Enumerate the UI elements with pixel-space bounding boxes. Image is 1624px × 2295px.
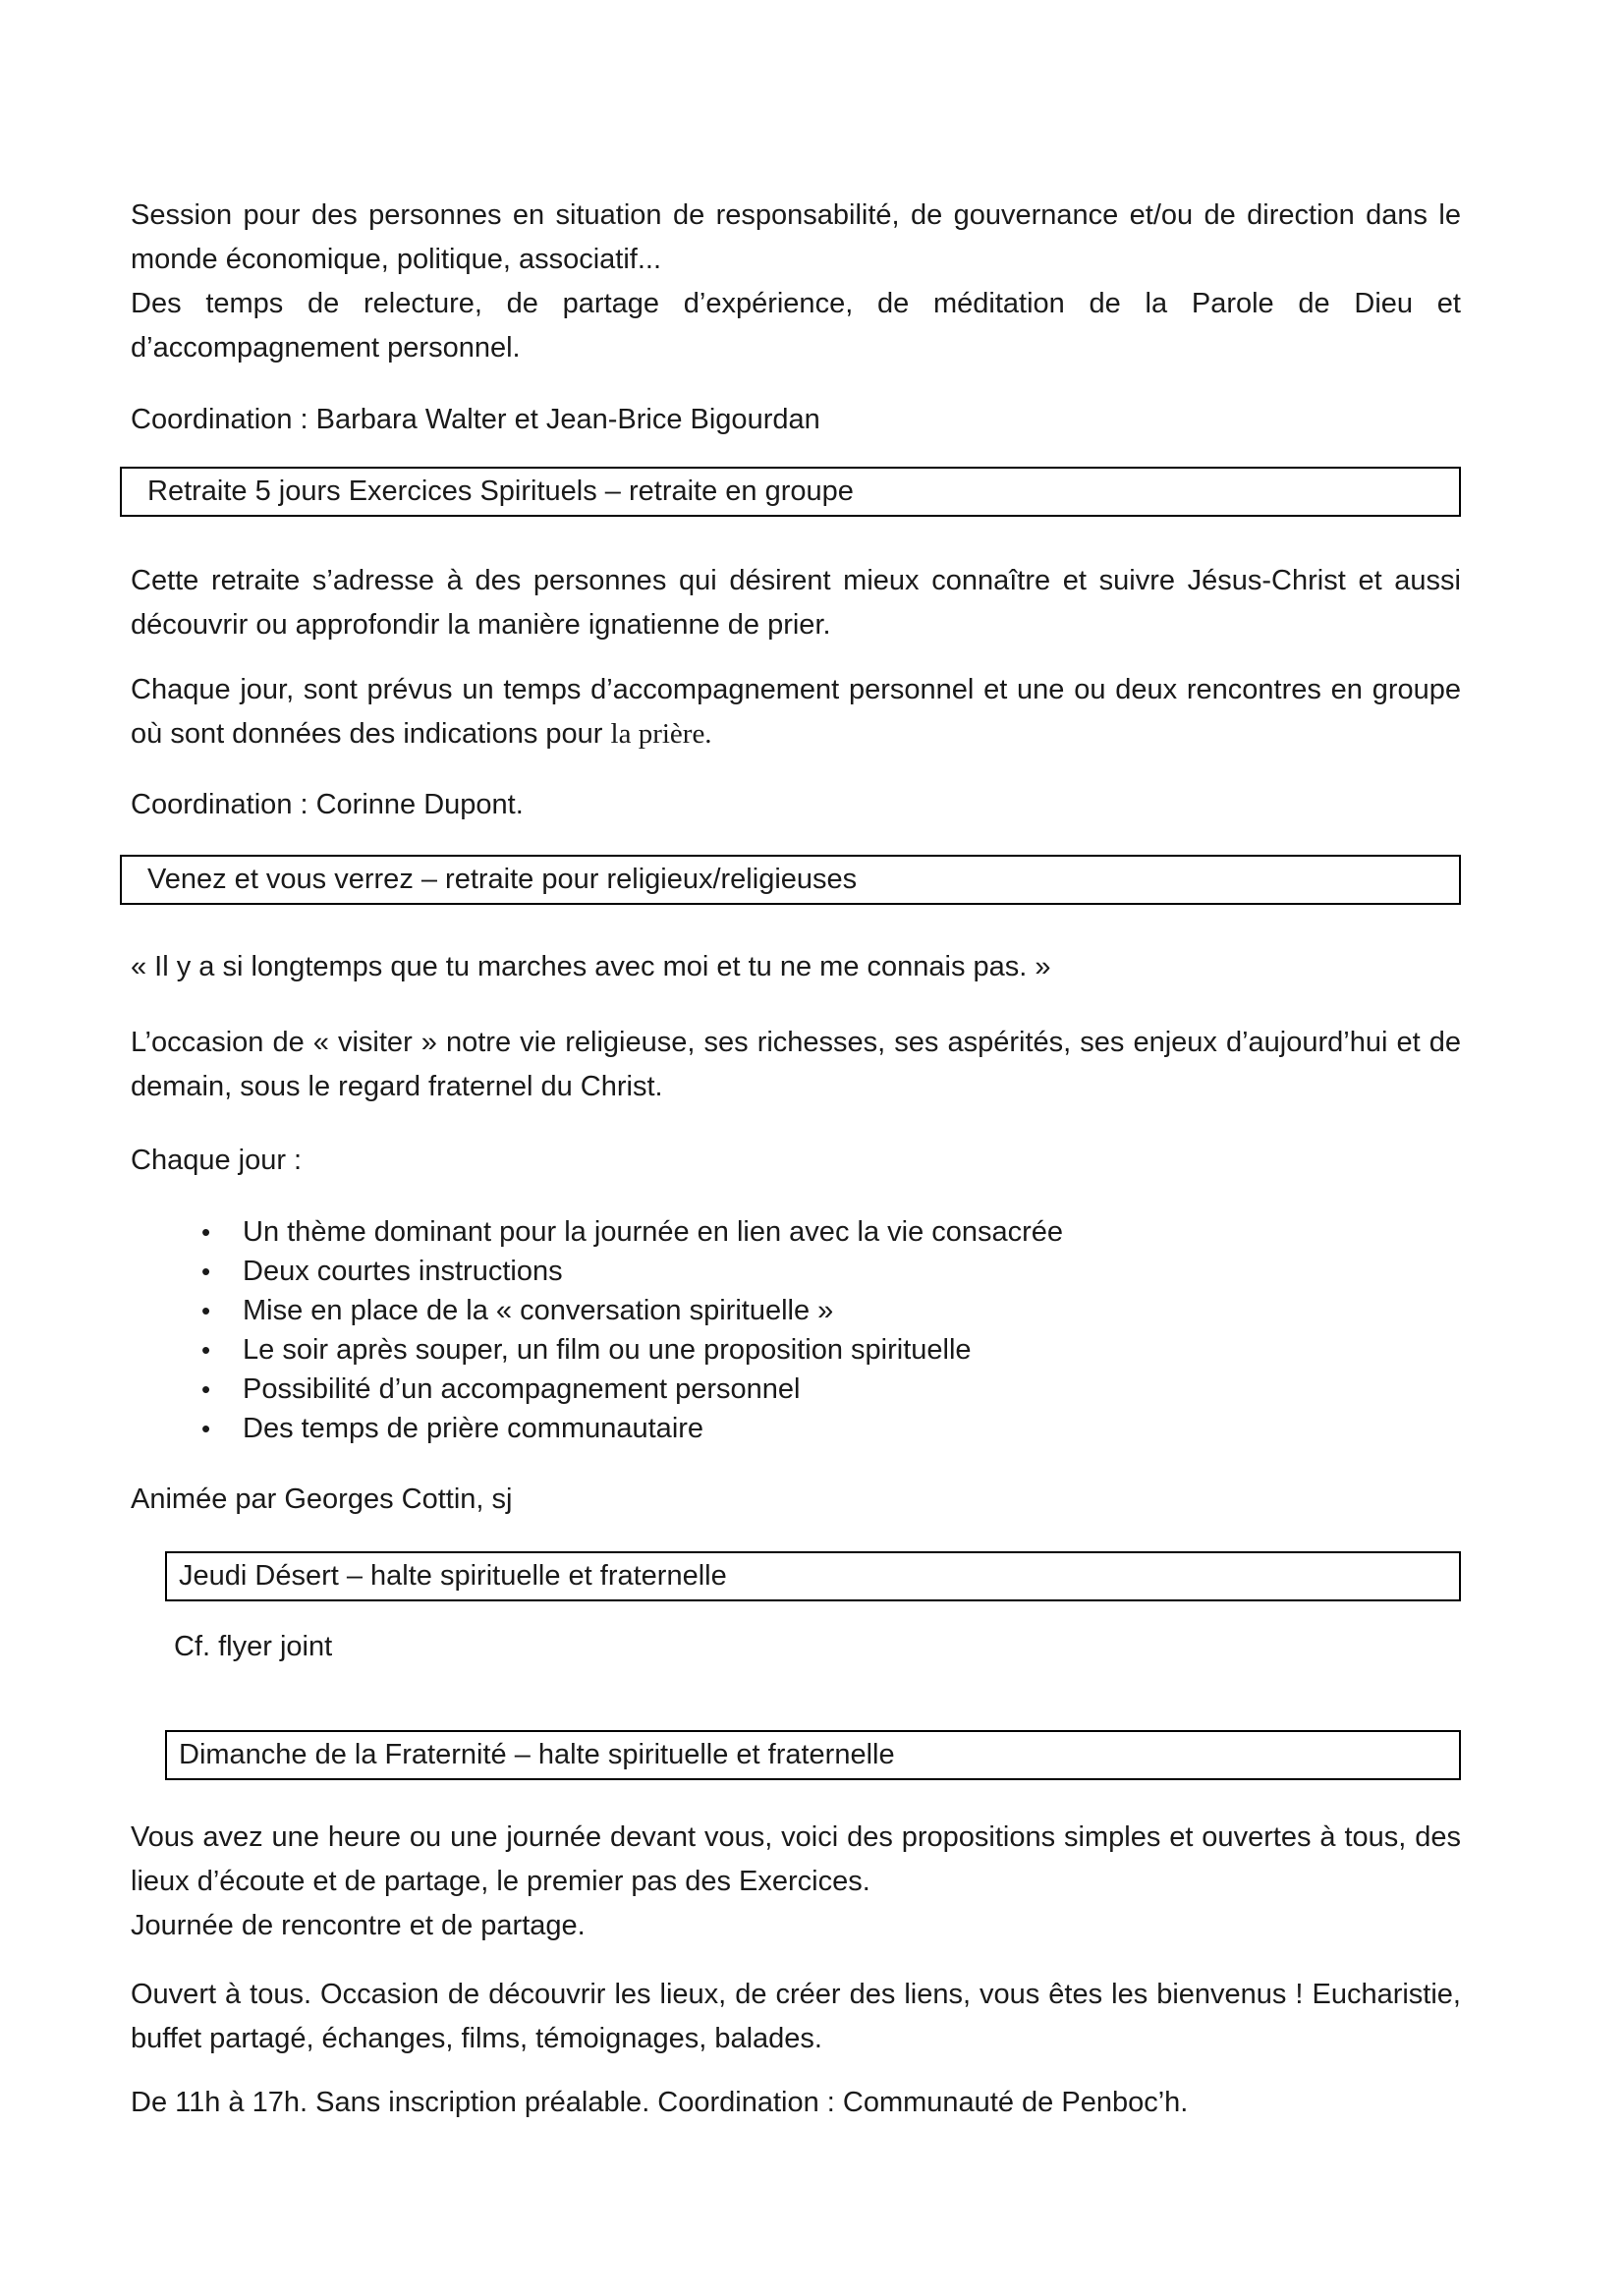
list-item	[201, 1252, 1461, 1291]
paragraph-cf-flyer: Cf. flyer joint	[174, 1631, 333, 1662]
paragraph-text-serif: la prière.	[610, 718, 712, 750]
coordination-line-corinne-dupont: Coordination : Corinne Dupont.	[131, 789, 524, 820]
section-heading-venez-et-vous-verrez: Venez et vous verrez – retraite pour religieux/religieuses	[120, 855, 1461, 905]
chaque-jour-label: Chaque jour :	[131, 1145, 303, 1176]
list-item-text: Deux courtes instructions	[243, 1256, 563, 1287]
paragraph-chaque-jour-retraite	[131, 668, 1461, 756]
coordination-line-walter-bigourdan: Coordination : Barbara Walter et Jean-Brice Bigourdan	[131, 404, 820, 435]
list-item	[201, 1409, 1461, 1448]
paragraph-des-temps: Des temps de relecture, de partage d’expérience, de méditation de la Parole de Dieu et d’accompagnement personnel.	[131, 288, 1461, 364]
bullet-icon: •	[201, 1414, 211, 1443]
paragraph-ouvert-a-tous: Ouvert à tous. Occasion de découvrir les lieux, de créer des liens, vous êtes les bienvenus ! Eucharistie, buffet partagé, échanges, films, témoignages, balades.	[131, 1979, 1461, 2054]
paragraph-vous-avez: Vous avez une heure ou une journée devant vous, voici des propositions simples et ouvertes à tous, des lieux d’écoute et de partage, le premier pas des Exercices.	[131, 1821, 1461, 1897]
paragraph-journee: Journée de rencontre et de partage.	[131, 1910, 586, 1941]
paragraph-session: Session pour des personnes en situation de responsabilité, de gouvernance et/ou de direction dans le monde économique, politique, associatif...	[131, 199, 1461, 275]
list-item-text: Mise en place de la « conversation spirituelle »	[243, 1295, 834, 1326]
bullet-icon: •	[201, 1335, 211, 1365]
paragraph-occasion: L’occasion de « visiter » notre vie religieuse, ses richesses, ses aspérités, ses enjeux d’aujourd’hui et de demain, sous le regard fraternel du Christ.	[131, 1027, 1461, 1102]
bullet-icon: •	[201, 1257, 211, 1286]
list-item-text: Des temps de prière communautaire	[243, 1413, 704, 1444]
bullet-list	[201, 1212, 1461, 1448]
bullet-icon: •	[201, 1217, 211, 1247]
animateur-line: Animée par Georges Cottin, sj	[131, 1483, 513, 1515]
section-heading-jeudi-desert: Jeudi Désert – halte spirituelle et fraternelle	[165, 1551, 1461, 1601]
list-item-text: Possibilité d’un accompagnement personnel	[243, 1373, 801, 1405]
list-item-text: Le soir après souper, un film ou une proposition spirituelle	[243, 1334, 972, 1366]
paragraph-horaires: De 11h à 17h. Sans inscription préalable. Coordination : Communauté de Penboc’h.	[131, 2087, 1189, 2118]
list-item	[201, 1291, 1461, 1330]
section-heading-retraite-5-jours: Retraite 5 jours Exercices Spirituels – retraite en groupe	[120, 467, 1461, 517]
paragraph-text-sans: Chaque jour, sont prévus un temps d’accompagnement personnel et une ou deux rencontres en groupe où sont données des indications pour	[131, 674, 1461, 750]
list-item	[201, 1212, 1461, 1252]
bullet-icon: •	[201, 1374, 211, 1404]
paragraph-cette-retraite: Cette retraite s’adresse à des personnes qui désirent mieux connaître et suivre Jésus-Christ et aussi découvrir ou approfondir la manière ignatienne de prier.	[131, 565, 1461, 641]
bullet-icon: •	[201, 1296, 211, 1325]
list-item	[201, 1370, 1461, 1409]
list-item-text: Un thème dominant pour la journée en lien avec la vie consacrée	[243, 1216, 1064, 1248]
list-item	[201, 1330, 1461, 1370]
quote-line: « Il y a si longtemps que tu marches avec moi et tu ne me connais pas. »	[131, 951, 1051, 982]
section-heading-dimanche-fraternite: Dimanche de la Fraternité – halte spirituelle et fraternelle	[165, 1730, 1461, 1780]
